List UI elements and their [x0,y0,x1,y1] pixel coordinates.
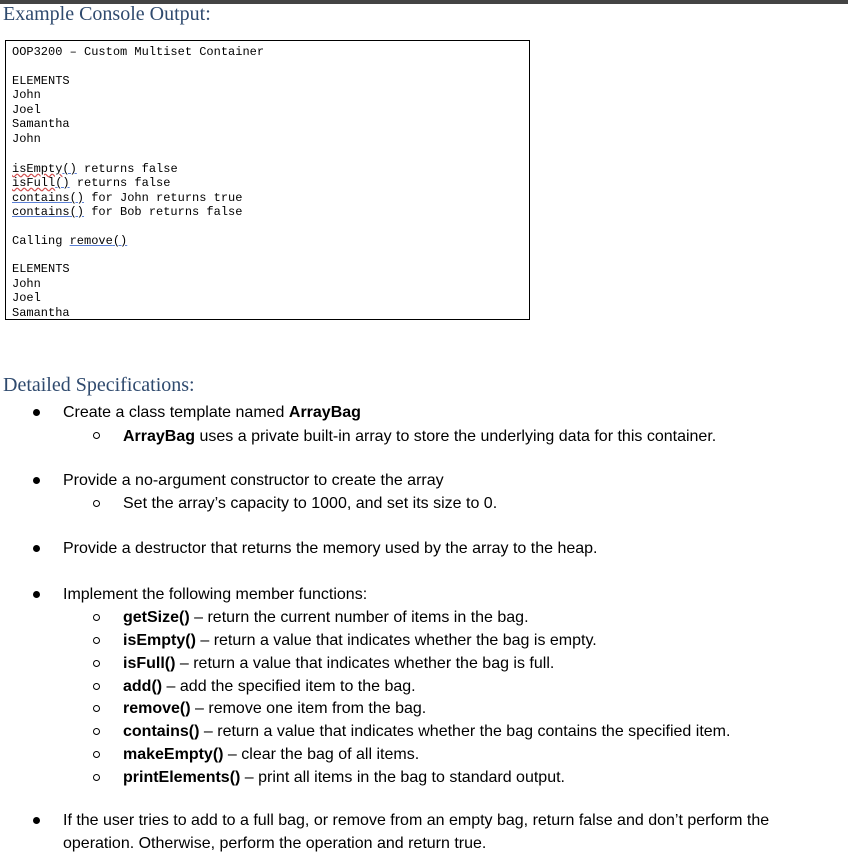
function-remove [123,697,426,720]
contains-fn: contains [12,205,70,219]
circle-bullet-icon [93,728,100,735]
spec-capacity: Set the array’s capacity to 1000, and set its size to 0. [123,495,498,512]
function-print-elements [123,766,565,789]
element-item: Joel [12,291,41,305]
bullet-icon [33,591,40,598]
element-item: Joel [12,103,41,117]
bullet-icon [33,409,40,416]
is-full-result: returns false [69,176,171,190]
circle-bullet-icon [93,683,100,690]
function-name: add() [123,678,163,695]
console-output-box [5,40,530,320]
bullet-icon [33,477,40,484]
contains-paren: () [69,191,85,205]
element-item: John [12,277,41,291]
spec-full-empty-line-2: operation. Otherwise, perform the operation and return true. [63,835,487,852]
spec-full-empty-line-1: If the user tries to add to a full bag, or remove from an empty bag, return false and don’t perform the [63,812,770,829]
function-make-empty [123,743,419,766]
function-desc: – return a value that indicates whether the bag contains the specified item. [199,723,731,740]
spec-bold: ArrayBag [123,428,196,445]
bullet-icon [33,545,40,552]
function-name: printElements() [123,769,241,786]
is-empty-line [12,162,178,176]
element-item: Samantha [12,117,70,131]
remove-fn: remove [69,234,113,248]
spec-text: uses a private built-in array to store the underlying data for this container. [195,428,717,445]
contains-bob-result: for Bob returns false [84,205,243,219]
contains-bob-line [12,205,242,219]
circle-bullet-icon [93,705,100,712]
elements-label: ELEMENTS [12,262,70,276]
contains-john-result: for John returns true [84,191,243,205]
is-full-paren: () [55,176,70,190]
spec-arraybag-storage [123,425,716,448]
calling-remove-line [12,234,127,248]
spec-constructor: Provide a no-argument constructor to create the array [63,472,444,489]
function-name: getSize() [123,609,190,626]
function-name: isFull() [123,655,176,672]
spec-destructor: Provide a destructor that returns the memory used by the array to the heap. [63,540,598,557]
circle-bullet-icon [93,500,100,507]
circle-bullet-icon [93,774,100,781]
function-desc: – return a value that indicates whether the bag is empty. [195,632,597,649]
circle-bullet-icon [93,637,100,644]
circle-bullet-icon [93,660,100,667]
circle-bullet-icon [93,614,100,621]
contains-paren: () [69,205,85,219]
circle-bullet-icon [93,751,100,758]
is-empty-paren: () [62,162,77,176]
is-empty-fn: isEmpty [12,162,63,176]
function-desc: – add the specified item to the bag. [162,678,416,695]
function-name: remove() [123,700,191,717]
function-get-size [123,606,529,629]
function-desc: – remove one item from the bag. [190,700,427,717]
function-name: makeEmpty() [123,746,224,763]
elements-label: ELEMENTS [12,74,70,88]
function-name: contains() [123,723,200,740]
contains-john-line [12,191,242,205]
console-output-heading: Example Console Output: [3,3,211,25]
circle-bullet-icon [93,432,100,439]
is-empty-result: returns false [76,162,178,176]
spec-text: Create a class template named [63,404,289,421]
function-is-full [123,652,554,675]
is-full-line [12,176,170,190]
console-title: OOP3200 – Custom Multiset Container [12,45,265,59]
spec-member-functions: Implement the following member functions: [63,586,368,603]
function-is-empty [123,629,597,652]
spec-bold: ArrayBag [288,404,361,421]
function-add [123,675,416,698]
function-desc: – clear the bag of all items. [223,746,420,763]
spec-class-template [63,401,361,424]
specifications-heading: Detailed Specifications: [3,374,195,396]
function-contains [123,720,730,743]
element-item: Samantha [12,306,70,320]
remove-paren: () [112,234,128,248]
function-desc: – print all items in the bag to standard output. [240,769,565,786]
contains-fn: contains [12,191,70,205]
function-desc: – return the current number of items in the bag. [189,609,529,626]
bullet-icon [33,817,40,824]
element-item: John [12,132,41,146]
function-desc: – return a value that indicates whether the bag is full. [175,655,555,672]
calling-prefix: Calling [12,234,70,248]
is-full-fn: isFull [12,176,56,190]
element-item: John [12,88,41,102]
function-name: isEmpty() [123,632,196,649]
